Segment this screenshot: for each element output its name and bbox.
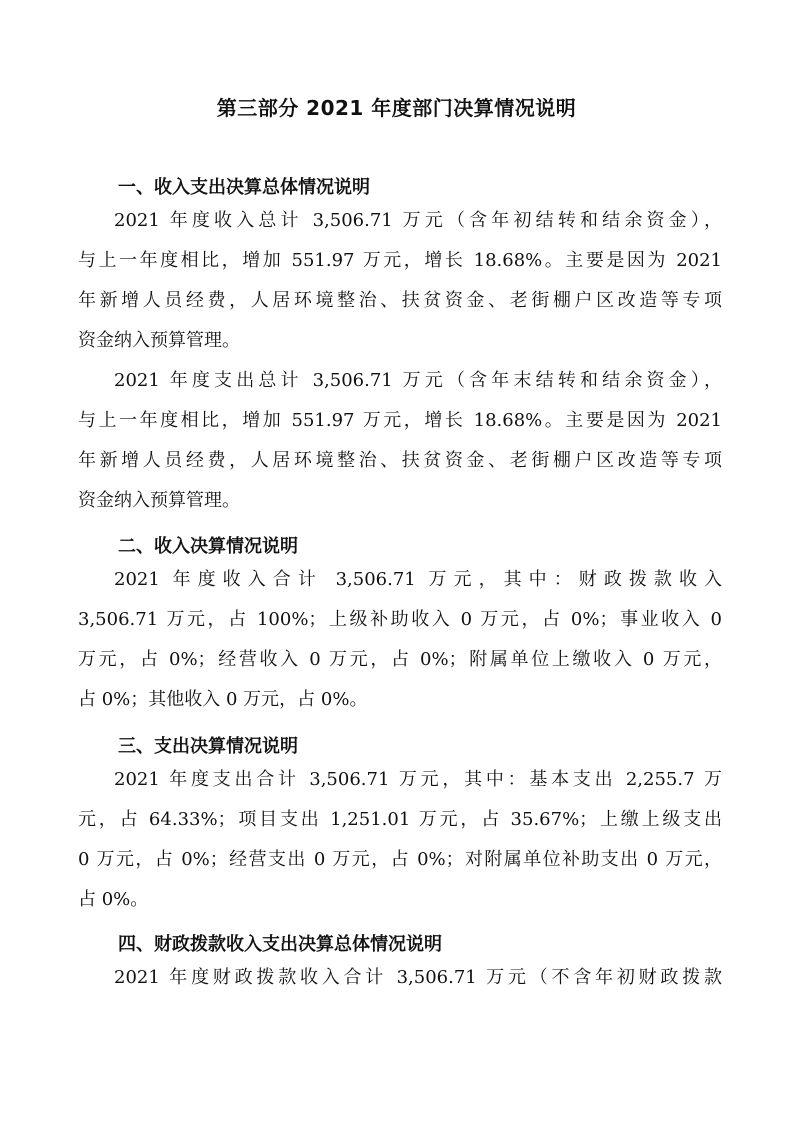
section-heading-3: 三、支出决算情况说明 (118, 736, 298, 757)
paragraph-line: 万元，占 0%；经营收入 0 万元，占 0%；附属单位上缴收入 0 万元， (78, 649, 722, 670)
paragraph-expenditure-detail (78, 760, 722, 920)
paragraph-income-total (78, 201, 722, 361)
paragraph-line: 2021 年度收入总计 3,506.71 万元（含年初结转和结余资金）， (114, 210, 722, 231)
paragraph-line: 年新增人员经费，人居环境整治、扶贫资金、老街棚户区改造等专项 (78, 450, 722, 471)
page-title: 第三部分 2021 年度部门决算情况说明 (216, 96, 577, 120)
paragraph-line: 0 万元，占 0%；经营支出 0 万元，占 0%；对附属单位补助支出 0 万元， (78, 849, 722, 870)
paragraph-line: 与上一年度相比，增加 551.97 万元，增长 18.68%。主要是因为 2021 (78, 410, 722, 431)
paragraph-income-detail (78, 560, 722, 720)
paragraph-line: 2021 年度财政拨款收入合计 3,506.71 万元（不含年初财政拨款 (114, 967, 722, 988)
paragraph-expenditure-total (78, 361, 722, 521)
paragraph-line: 元，占 64.33%；项目支出 1,251.01 万元，占 35.67%；上缴上级支出 (78, 809, 722, 830)
section-heading-1: 一、收入支出决算总体情况说明 (118, 177, 370, 198)
paragraph-line: 占 0%。 (78, 889, 149, 910)
paragraph-line: 3,506.71 万元，占 100%；上级补助收入 0 万元，占 0%；事业收入 0 (78, 609, 722, 630)
section-heading-4: 四、财政拨款收入支出决算总体情况说明 (118, 934, 442, 955)
paragraph-line: 2021 年度支出总计 3,506.71 万元（含年末结转和结余资金）， (114, 370, 722, 391)
paragraph-line: 占 0%；其他收入 0 万元，占 0%。 (78, 689, 368, 710)
paragraph-line: 年新增人员经费，人居环境整治、扶贫资金、老街棚户区改造等专项 (78, 290, 722, 311)
paragraph-fiscal-appropriation (78, 958, 722, 998)
section-heading-2: 二、收入决算情况说明 (118, 536, 298, 557)
paragraph-line: 资金纳入预算管理。 (78, 490, 240, 511)
paragraph-line: 与上一年度相比，增加 551.97 万元，增长 18.68%。主要是因为 2021 (78, 250, 722, 271)
paragraph-line: 资金纳入预算管理。 (78, 330, 240, 351)
paragraph-line: 2021 年度支出合计 3,506.71 万元，其中：基本支出 2,255.7 万 (114, 769, 722, 790)
paragraph-line: 2021 年度收入合计 3,506.71 万元，其中：财政拨款收入 (114, 569, 722, 590)
